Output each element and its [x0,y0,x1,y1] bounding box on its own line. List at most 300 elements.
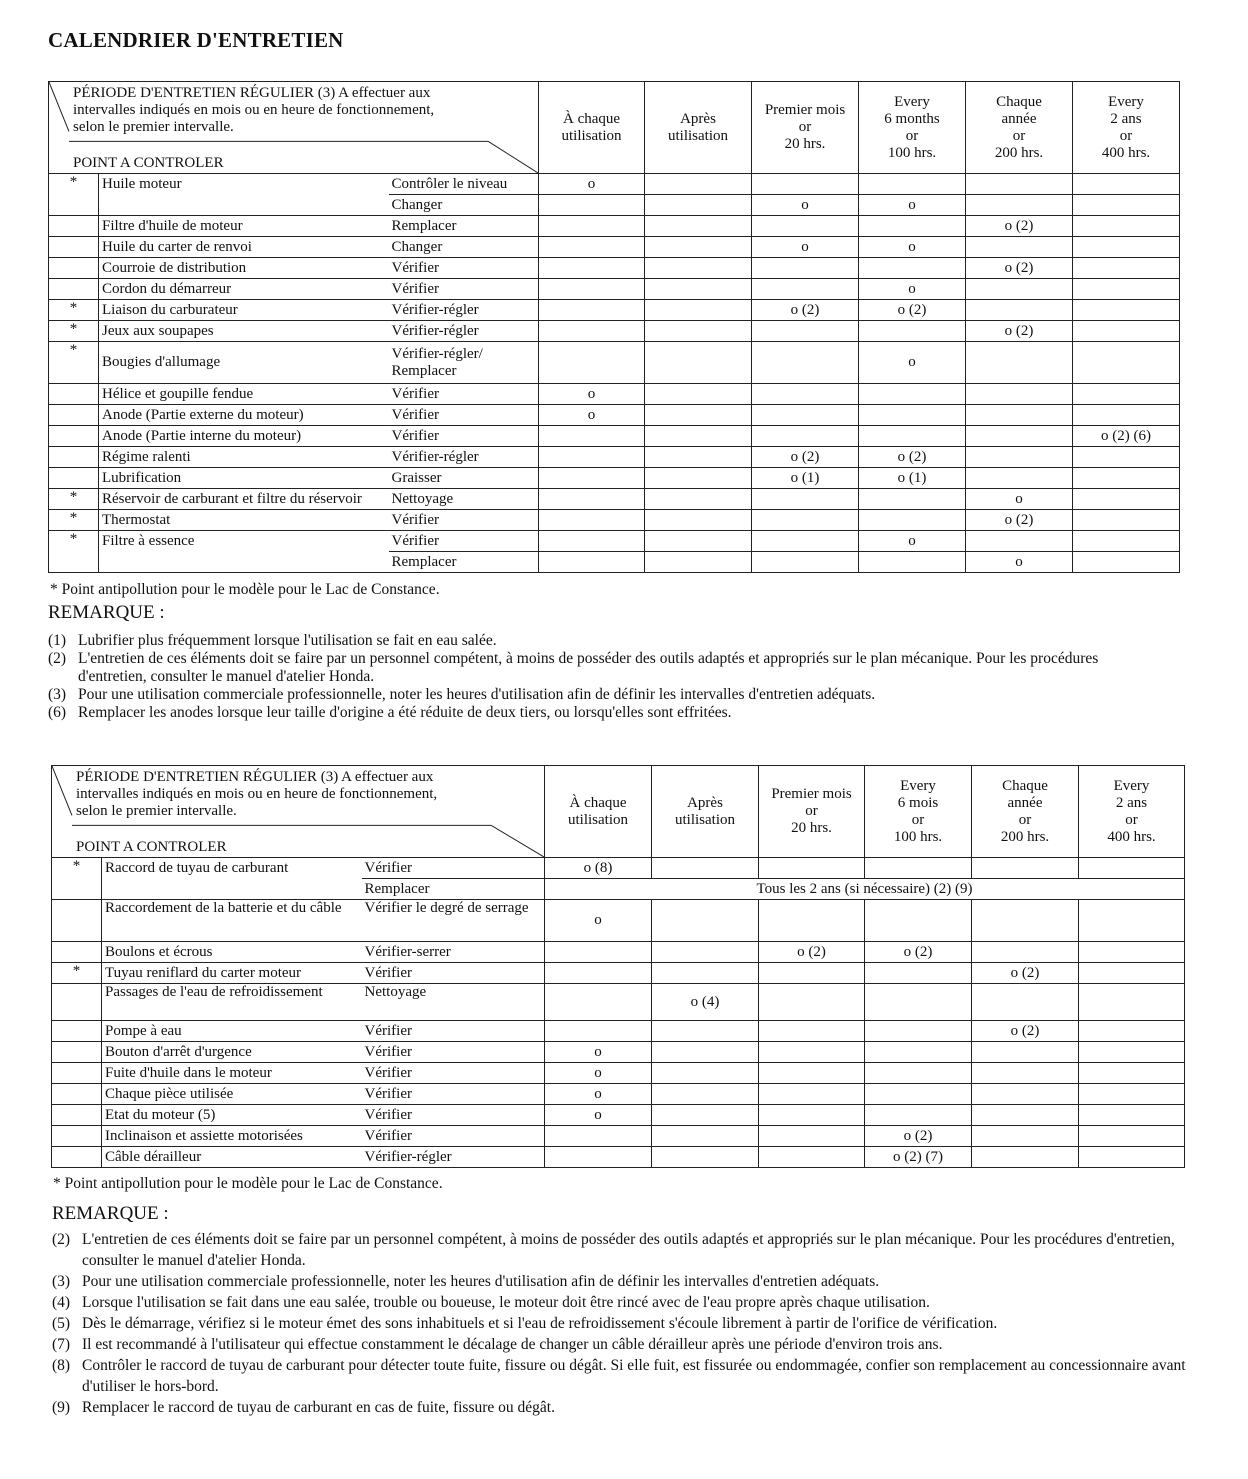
interval-cell: o [752,195,859,216]
table-row [52,879,1185,900]
interval-cell: o [545,1084,652,1105]
pollution-marker [49,447,99,468]
table1-footnote: * Point antipollution pour le modèle pour le Lac de Constance. [50,581,440,598]
table-row [49,384,1180,405]
interval-cell [1079,963,1185,984]
remark-note-text: L'entretien de ces éléments doit se faire par un personnel compétent, à moins de posséder des outils adaptés et appropriés sur le plan mécanique. Pour les procédures d'entretien, consulter le manuel d'atelier Honda. [78,650,1099,685]
interval-cell [752,531,859,552]
remark-note [52,1271,1202,1292]
interval-cell [539,195,645,216]
interval-cell [859,384,966,405]
interval-cell [652,900,759,942]
interval-cell [545,984,652,1021]
remark-note-text: Pour une utilisation commerciale professionnelle, noter les heures d'utilisation afin de définir les intervalles d'entretien adéquats. [82,1273,880,1290]
interval-cell [1073,321,1180,342]
interval-cell [1079,1042,1185,1063]
interval-cell [1079,858,1185,879]
check-item: Bougies d'allumage [99,342,389,384]
col-yearly: Chaque année or 200 hrs. [972,766,1079,858]
table1-notes [48,632,1128,722]
interval-cell [759,1147,865,1168]
interval-cell [759,963,865,984]
interval-cell: o (2) [972,963,1079,984]
remark-note-number: (4) [52,1294,71,1311]
interval-cell [752,321,859,342]
interval-cell [859,405,966,426]
interval-cell [539,300,645,321]
check-action: Remplacer [362,879,545,900]
interval-cell [865,858,972,879]
interval-cell [645,426,752,447]
interval-cell [539,510,645,531]
interval-cell [645,300,752,321]
page-title: CALENDRIER D'ENTRETIEN [48,28,344,52]
interval-cell: o [966,552,1073,573]
interval-cell [752,426,859,447]
remark-note-text: Il est recommandé à l'utilisateur qui effectue constamment le décalage de changer un câble dérailleur après une période d'environ trois ans. [82,1336,943,1353]
pollution-marker [52,1063,102,1084]
interval-cell: o [966,489,1073,510]
table-row [52,984,1185,1021]
interval-cell [1079,1063,1185,1084]
check-item: Inclinaison et assiette motorisées [102,1126,362,1147]
interval-cell [645,489,752,510]
remark-note [48,686,1128,704]
interval-cell [652,1021,759,1042]
remark-note-text: L'entretien de ces éléments doit se faire par un personnel compétent, à moins de posséder des outils adaptés et appropriés sur le plan mécanique. Pour les procédures d'entretien, consulter le manuel d'atelier Honda. [82,1231,1175,1269]
interval-cell [1073,468,1180,489]
check-action: Changer [389,237,539,258]
table-row [52,1105,1185,1126]
interval-cell [545,942,652,963]
check-item: Liaison du carburateur [99,300,389,321]
check-action: Vérifier [389,405,539,426]
interval-cell: o [859,237,966,258]
pollution-marker [52,879,102,900]
interval-cell [865,1063,972,1084]
check-action: Nettoyage [362,984,545,1021]
interval-cell [1073,405,1180,426]
check-item [99,552,389,573]
interval-cell: o (2) [966,510,1073,531]
remark-note-text: Pour une utilisation commerciale professionnelle, noter les heures d'utilisation afin de définir les intervalles d'entretien adéquats. [78,686,876,703]
interval-cell: o (2) [966,258,1073,279]
interval-cell: o [539,174,645,195]
table-row [49,342,1180,384]
remark-note [52,1292,1202,1313]
interval-cell [1079,900,1185,942]
interval-cell [752,489,859,510]
interval-cell [652,1084,759,1105]
remark-note-number: (8) [52,1357,71,1374]
check-item: Régime ralenti [99,447,389,468]
interval-cell [545,1126,652,1147]
table-row [52,1042,1185,1063]
interval-cell: o (4) [652,984,759,1021]
table-row [52,963,1185,984]
interval-cell [645,447,752,468]
check-action: Remplacer [389,216,539,237]
interval-cell [652,1105,759,1126]
interval-cell [759,900,865,942]
remark-note-number: (5) [52,1315,71,1332]
period-desc-line: selon le premier intervalle. [76,803,237,819]
interval-cell [539,321,645,342]
check-action: Vérifier-régler [389,321,539,342]
interval-cell [645,468,752,489]
interval-cell [972,1126,1079,1147]
check-action: Remplacer [389,552,539,573]
table-row [49,216,1180,237]
interval-cell [972,900,1079,942]
interval-cell [759,858,865,879]
interval-cell [645,195,752,216]
check-item: Bouton d'arrêt d'urgence [102,1042,362,1063]
interval-cell [865,1084,972,1105]
check-item: Lubrification [99,468,389,489]
check-item: Huile du carter de renvoi [99,237,389,258]
check-action: Vérifier [362,1105,545,1126]
interval-cell [752,552,859,573]
interval-cell: o (2) [759,942,865,963]
interval-cell [865,984,972,1021]
remark-note [52,1397,1202,1418]
interval-cell [645,342,752,384]
pollution-marker [49,405,99,426]
table-row [49,195,1180,216]
period-desc-line: intervalles indiqués en mois ou en heure de fonctionnement, [73,102,435,118]
check-action: Vérifier [362,1042,545,1063]
remark-note-text: Lubrifier plus fréquemment lorsque l'utilisation se fait en eau salée. [78,632,497,649]
table-row [52,942,1185,963]
period-desc-line: selon le premier intervalle. [73,119,234,135]
pollution-marker: * [49,489,99,510]
interval-cell: o [539,384,645,405]
table-row [52,1147,1185,1168]
check-item: Raccordement de la batterie et du câble [102,900,362,942]
interval-cell [752,279,859,300]
point-label: POINT A CONTROLER [76,839,227,855]
interval-cell [759,1042,865,1063]
interval-cell: o (2) (7) [865,1147,972,1168]
table-row [49,426,1180,447]
interval-cell [859,510,966,531]
interval-cell: o [859,342,966,384]
remark-note-number: (7) [52,1336,71,1353]
period-description [73,85,503,136]
pollution-marker [52,1021,102,1042]
interval-cell [966,342,1073,384]
table-row [49,279,1180,300]
check-item: Réservoir de carburant et filtre du réservoir [99,489,389,510]
table-row [49,489,1180,510]
interval-cell [759,1021,865,1042]
pollution-marker: * [49,342,99,384]
remark-note [52,1334,1202,1355]
interval-cell [966,237,1073,258]
col-6-months: Every 6 months or 100 hrs. [859,82,966,174]
remark-note [48,704,1128,722]
table-row [52,1063,1185,1084]
interval-cell [539,342,645,384]
interval-cell [859,216,966,237]
interval-cell [545,1147,652,1168]
interval-cell: o [545,900,652,942]
interval-cell [865,1021,972,1042]
interval-cell [1079,1084,1185,1105]
interval-cell: o (1) [752,468,859,489]
interval-cell [759,1105,865,1126]
interval-cell [859,489,966,510]
interval-cell [539,237,645,258]
check-item: Filtre d'huile de moteur [99,216,389,237]
interval-cell [1073,342,1180,384]
interval-cell [545,1021,652,1042]
interval-cell [752,384,859,405]
check-action: Vérifier [362,858,545,879]
remark-note-text: Lorsque l'utilisation se fait dans une eau salée, trouble ou boueuse, le moteur doit être rincé avec de l'eau propre après chaque utilisation. [82,1294,930,1311]
interval-cell [1079,942,1185,963]
span-interval-cell: Tous les 2 ans (si nécessaire) (2) (9) [545,879,1185,900]
interval-cell [1073,279,1180,300]
remark-note [52,1355,1202,1397]
interval-cell [539,531,645,552]
remark-note-number: (3) [52,1273,71,1290]
table-row [49,468,1180,489]
interval-cell [539,216,645,237]
table-row [49,321,1180,342]
table-row [49,300,1180,321]
remark-note-number: (2) [52,1231,71,1248]
interval-cell [966,468,1073,489]
interval-cell: o (2) [752,300,859,321]
interval-cell: o (8) [545,858,652,879]
check-action: Vérifier-régler [389,447,539,468]
check-action: Vérifier [389,279,539,300]
interval-cell [752,258,859,279]
check-action: Vérifier [362,963,545,984]
interval-cell [539,426,645,447]
interval-cell [859,426,966,447]
interval-cell [645,552,752,573]
period-desc-line: PÉRIODE D'ENTRETIEN RÉGULIER (3) A effectuer aux [76,769,434,785]
interval-cell [1073,510,1180,531]
pollution-marker [49,216,99,237]
check-action-line: Remplacer [391,362,457,379]
pollution-marker: * [49,174,99,195]
check-item: Jeux aux soupapes [99,321,389,342]
pollution-marker: * [49,321,99,342]
interval-cell [652,1042,759,1063]
interval-cell [645,384,752,405]
interval-cell [865,900,972,942]
table-row [49,510,1180,531]
table-row [49,447,1180,468]
interval-cell: o (2) [966,216,1073,237]
check-action: Changer [389,195,539,216]
interval-cell [1073,552,1180,573]
col-first-month: Premier mois or 20 hrs. [752,82,859,174]
interval-cell [652,858,759,879]
check-action [389,342,539,384]
remark-note-text: Remplacer le raccord de tuyau de carburant en cas de fuite, fissure ou dégât. [82,1399,555,1416]
table2-remark-title: REMARQUE : [52,1203,169,1224]
maintenance-table-1 [48,81,1180,573]
interval-cell [865,1105,972,1126]
check-item: Boulons et écrous [102,942,362,963]
check-item: Thermostat [99,510,389,531]
pollution-marker [49,426,99,447]
interval-cell: o [752,237,859,258]
interval-cell: o [545,1105,652,1126]
interval-cell [752,216,859,237]
pollution-marker [49,237,99,258]
interval-cell [645,258,752,279]
interval-cell [1073,531,1180,552]
check-item: Fuite d'huile dans le moteur [102,1063,362,1084]
check-item: Etat du moteur (5) [102,1105,362,1126]
table1-remark-title: REMARQUE : [48,602,165,623]
interval-cell [759,1063,865,1084]
interval-cell [1073,195,1180,216]
interval-cell [539,489,645,510]
check-item: Chaque pièce utilisée [102,1084,362,1105]
interval-cell [859,552,966,573]
interval-cell: o [859,279,966,300]
interval-cell: o [859,531,966,552]
table2-notes [52,1229,1202,1418]
check-item: Raccord de tuyau de carburant [102,858,362,879]
interval-cell [1079,984,1185,1021]
interval-cell [645,510,752,531]
table-row [49,552,1180,573]
table-row [52,1021,1185,1042]
table-row [52,900,1185,942]
interval-cell [539,279,645,300]
check-action: Vérifier [389,531,539,552]
pollution-marker [52,1105,102,1126]
interval-cell [972,1105,1079,1126]
interval-cell [759,984,865,1021]
interval-cell [652,963,759,984]
interval-cell [539,258,645,279]
interval-cell [1079,1105,1185,1126]
table-row [49,258,1180,279]
check-action: Contrôler le niveau [389,174,539,195]
interval-cell [966,174,1073,195]
check-item [99,195,389,216]
pollution-marker [52,900,102,942]
interval-cell [759,1126,865,1147]
check-item: Cordon du démarreur [99,279,389,300]
interval-cell [752,405,859,426]
check-item: Hélice et goupille fendue [99,384,389,405]
pollution-marker: * [49,510,99,531]
table-row [49,531,1180,552]
col-2-years: Every 2 ans or 400 hrs. [1073,82,1180,174]
col-each-use: À chaque utilisation [545,766,652,858]
remark-note-number: (9) [52,1399,71,1416]
interval-cell [966,279,1073,300]
interval-cell [645,174,752,195]
col-6-months: Every 6 mois or 100 hrs. [865,766,972,858]
interval-cell [1079,1021,1185,1042]
check-action: Vérifier [362,1021,545,1042]
pollution-marker [52,1126,102,1147]
interval-cell: o (2) [865,1126,972,1147]
check-item: Anode (Partie externe du moteur) [99,405,389,426]
interval-cell [966,447,1073,468]
interval-cell [972,1084,1079,1105]
remark-note-text: Remplacer les anodes lorsque leur taille d'origine a été réduite de deux tiers, ou lorsqu'elles sont effritées. [78,704,732,721]
remark-note-text: Dès le démarrage, vérifiez si le moteur émet des sons inhabituels et si l'eau de refroidissement s'écoule librement à partir de l'orifice de vérification. [82,1315,998,1332]
interval-cell [652,1147,759,1168]
interval-cell: o [545,1042,652,1063]
interval-cell [752,342,859,384]
pollution-marker [49,468,99,489]
pollution-marker: * [52,963,102,984]
pollution-marker [52,984,102,1021]
pollution-marker [49,195,99,216]
interval-cell: o (2) [859,300,966,321]
header-period-cell [49,82,539,174]
interval-cell [1079,1147,1185,1168]
remark-note-number: (3) [48,686,67,703]
pollution-marker [52,942,102,963]
remark-note [48,650,1128,686]
pollution-marker: * [52,858,102,879]
interval-cell [966,405,1073,426]
interval-cell [545,963,652,984]
check-action: Vérifier-serrer [362,942,545,963]
table-row [49,174,1180,195]
remark-note-number: (1) [48,632,67,649]
check-action: Vérifier-régler [362,1147,545,1168]
period-desc-line: PÉRIODE D'ENTRETIEN RÉGULIER (3) A effectuer aux [73,85,431,101]
interval-cell [652,942,759,963]
pollution-marker [49,384,99,405]
pollution-marker: * [49,531,99,552]
col-first-month: Premier mois or 20 hrs. [759,766,865,858]
pollution-marker [52,1084,102,1105]
interval-cell [1073,489,1180,510]
table-row [49,237,1180,258]
remark-note [48,632,1128,650]
interval-cell [652,1063,759,1084]
check-item: Câble dérailleur [102,1147,362,1168]
interval-cell [966,531,1073,552]
check-action: Vérifier [362,1126,545,1147]
remark-note-number: (6) [48,704,67,721]
interval-cell [865,1042,972,1063]
interval-cell [972,1063,1079,1084]
col-2-years: Every 2 ans or 400 hrs. [1079,766,1185,858]
check-action: Graisser [389,468,539,489]
check-action: Vérifier [389,426,539,447]
remark-note [52,1229,1202,1271]
table-row [49,405,1180,426]
pollution-marker [52,1147,102,1168]
remark-note-text: Contrôler le raccord de tuyau de carburant pour détecter toute fuite, fissure ou dégât. Si elle fuit, est fissurée ou endommagée, confier son remplacement au concessionnaire avant d'utiliser le hors-bord. [82,1357,1186,1395]
table2-footnote: * Point antipollution pour le modèle pour le Lac de Constance. [53,1175,443,1192]
interval-cell [972,1042,1079,1063]
interval-cell [972,984,1079,1021]
interval-cell [752,174,859,195]
maintenance-table-2 [51,765,1185,1168]
check-item: Tuyau reniflard du carter moteur [102,963,362,984]
interval-cell [1079,1126,1185,1147]
interval-cell [966,426,1073,447]
